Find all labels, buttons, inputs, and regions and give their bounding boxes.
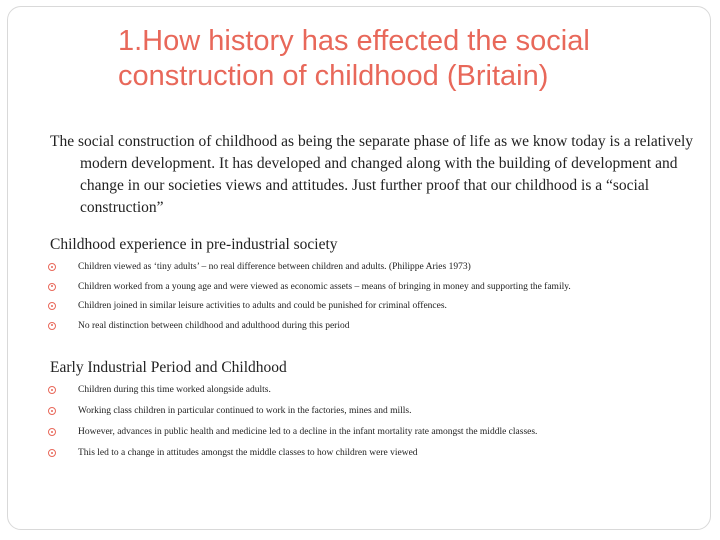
bullet-icon [48,428,56,436]
intro-paragraph: The social construction of childhood as being the separate phase of life as we know today is a relatively modern development. It has developed and changed along with the building of development and change in our societies views and attitudes. Just further proof that our childhood is a “social construction” [50,133,694,216]
bullet-list-early-industrial [48,384,698,468]
list-item [48,300,698,320]
bullet-icon [48,386,56,394]
bullet-icon [48,263,56,271]
section-heading-early-industrial: Early Industrial Period and Childhood [50,359,287,376]
list-item-text: Children joined in similar leisure activities to adults and could be punished for criminal offences. [78,301,447,311]
list-item-text: No real distinction between childhood and adulthood during this period [78,320,350,331]
list-item-text: However, advances in public health and medicine led to a decline in the infant mortality rate amongst the middle classes. [78,427,538,437]
slide-title-line-1: 1.How history has effected the social [118,25,590,57]
bullet-icon [48,302,56,310]
list-item [48,320,698,340]
bullet-icon [48,449,56,457]
bullet-icon [48,283,56,291]
list-item [48,261,698,281]
bullet-icon [48,322,56,330]
slide-title [118,24,698,94]
list-item [48,281,698,301]
bullet-list-pre-industrial [48,261,698,339]
list-item-text: Children viewed as ‘tiny adults’ – no real difference between children and adults. (Philippe Aries 1973) [78,262,471,272]
list-item [48,384,698,405]
list-item-text: Working class children in particular continued to work in the factories, mines and mills. [78,406,412,416]
list-item-text: This led to a change in attitudes amongst the middle classes to how children were viewed [78,448,418,458]
list-item-text: Children during this time worked alongside adults. [78,385,271,395]
list-item [48,447,698,468]
list-item [48,405,698,426]
list-item-text: Children worked from a young age and were viewed as economic assets – means of bringing in money and supporting the family. [78,281,571,292]
list-item [48,426,698,447]
slide-title-line-2: construction of childhood (Britain) [118,60,549,92]
bullet-icon [48,407,56,415]
section-heading-pre-industrial: Childhood experience in pre-industrial society [50,236,338,253]
